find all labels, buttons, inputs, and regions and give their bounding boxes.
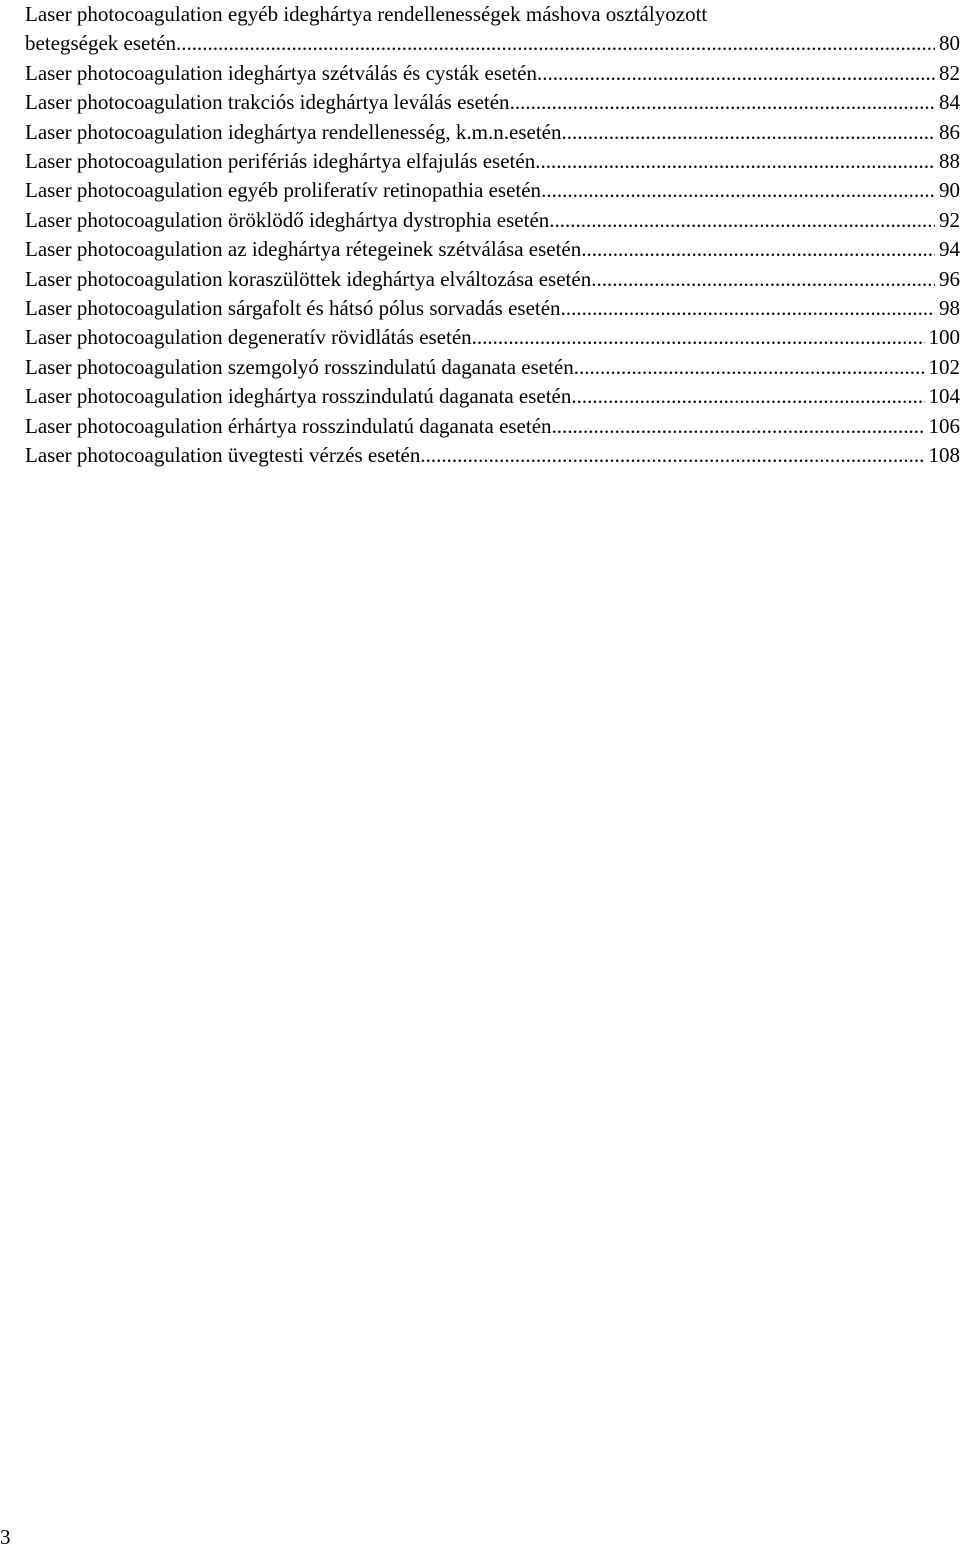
toc-entry[interactable] xyxy=(25,235,960,264)
toc-page-number: 98 xyxy=(939,296,960,321)
toc-entry-title: Laser photocoagulation öröklödő ideghártya dystrophia esetén xyxy=(25,207,550,232)
toc-page-number: 90 xyxy=(939,178,960,203)
toc-dot-leader xyxy=(535,147,935,176)
toc-entry[interactable] xyxy=(25,265,960,294)
toc-entry[interactable] xyxy=(25,382,960,411)
toc-entry-title: Laser photocoagulation trakciós ideghártya leválás esetén xyxy=(25,90,510,115)
toc-entry-title: Laser photocoagulation az ideghártya rétegeinek szétválása esetén xyxy=(25,237,582,262)
toc-dot-leader xyxy=(571,382,924,411)
toc-page-number: 86 xyxy=(939,119,960,144)
toc-entry[interactable] xyxy=(25,88,960,117)
toc-page-number: 84 xyxy=(939,90,960,115)
toc-entry[interactable] xyxy=(25,206,960,235)
toc-entry-title: Laser photocoagulation ideghártya szétválás és cysták esetén xyxy=(25,60,537,85)
toc-dot-leader xyxy=(176,29,935,58)
toc-entry-title: betegségek esetén xyxy=(25,31,177,56)
toc-entry[interactable] xyxy=(25,118,960,147)
toc-page-number: 102 xyxy=(928,354,960,379)
toc-dot-leader xyxy=(574,353,925,382)
page-number: 3 xyxy=(0,1525,11,1549)
toc-page-number: 88 xyxy=(939,149,960,174)
toc-dot-leader xyxy=(541,176,935,205)
toc-page-number: 104 xyxy=(928,384,960,409)
toc-page-number: 92 xyxy=(939,207,960,232)
toc-entry-title: Laser photocoagulation koraszülöttek ideghártya elváltozása esetén xyxy=(25,266,592,291)
toc-dot-leader xyxy=(472,323,925,352)
toc-entry[interactable] xyxy=(25,59,960,88)
toc-entry-title: Laser photocoagulation perifériás ideghártya elfajulás esetén xyxy=(25,149,536,174)
toc-entry-title: Laser photocoagulation ideghártya rendellenesség, k.m.n.esetén xyxy=(25,119,562,144)
toc-page-number: 96 xyxy=(939,266,960,291)
toc-dot-leader xyxy=(581,235,935,264)
toc-dot-leader xyxy=(561,118,935,147)
toc-entry-title: Laser photocoagulation degeneratív rövidlátás esetén xyxy=(25,325,472,350)
toc-entry-title-line: Laser photocoagulation egyéb ideghártya rendellenességek máshova osztályozott xyxy=(25,2,708,26)
toc-entry[interactable] xyxy=(25,412,960,441)
table-of-contents xyxy=(25,0,960,471)
toc-entry[interactable] xyxy=(25,353,960,382)
toc-entry[interactable] xyxy=(25,441,960,470)
toc-dot-leader xyxy=(420,441,924,470)
toc-dot-leader xyxy=(561,294,935,323)
toc-page-number: 100 xyxy=(928,325,960,350)
toc-page-number: 106 xyxy=(928,413,960,438)
toc-entry-title: Laser photocoagulation egyéb proliferatív retinopathia esetén xyxy=(25,178,542,203)
toc-dot-leader xyxy=(510,88,935,117)
toc-page-number: 82 xyxy=(939,60,960,85)
toc-entry-title: Laser photocoagulation ideghártya rosszindulatú daganata esetén xyxy=(25,384,572,409)
toc-entry-title: Laser photocoagulation üvegtesti vérzés esetén xyxy=(25,443,421,468)
toc-dot-leader xyxy=(552,412,925,441)
toc-entry[interactable] xyxy=(25,323,960,352)
toc-page-number: 108 xyxy=(928,443,960,468)
toc-entry-title: Laser photocoagulation érhártya rosszindulatú daganata esetén xyxy=(25,413,552,438)
toc-entry-title: Laser photocoagulation sárgafolt és hátsó pólus sorvadás esetén xyxy=(25,296,561,321)
toc-entry[interactable] xyxy=(25,176,960,205)
toc-page-number: 94 xyxy=(939,237,960,262)
toc-dot-leader xyxy=(549,206,935,235)
toc-entry[interactable] xyxy=(25,294,960,323)
toc-entry-title: Laser photocoagulation szemgolyó rosszindulatú daganata esetén xyxy=(25,354,574,379)
toc-entry[interactable] xyxy=(25,147,960,176)
toc-dot-leader xyxy=(591,265,935,294)
toc-entry[interactable] xyxy=(25,0,960,59)
toc-dot-leader xyxy=(537,59,935,88)
toc-page-number: 80 xyxy=(939,31,960,56)
